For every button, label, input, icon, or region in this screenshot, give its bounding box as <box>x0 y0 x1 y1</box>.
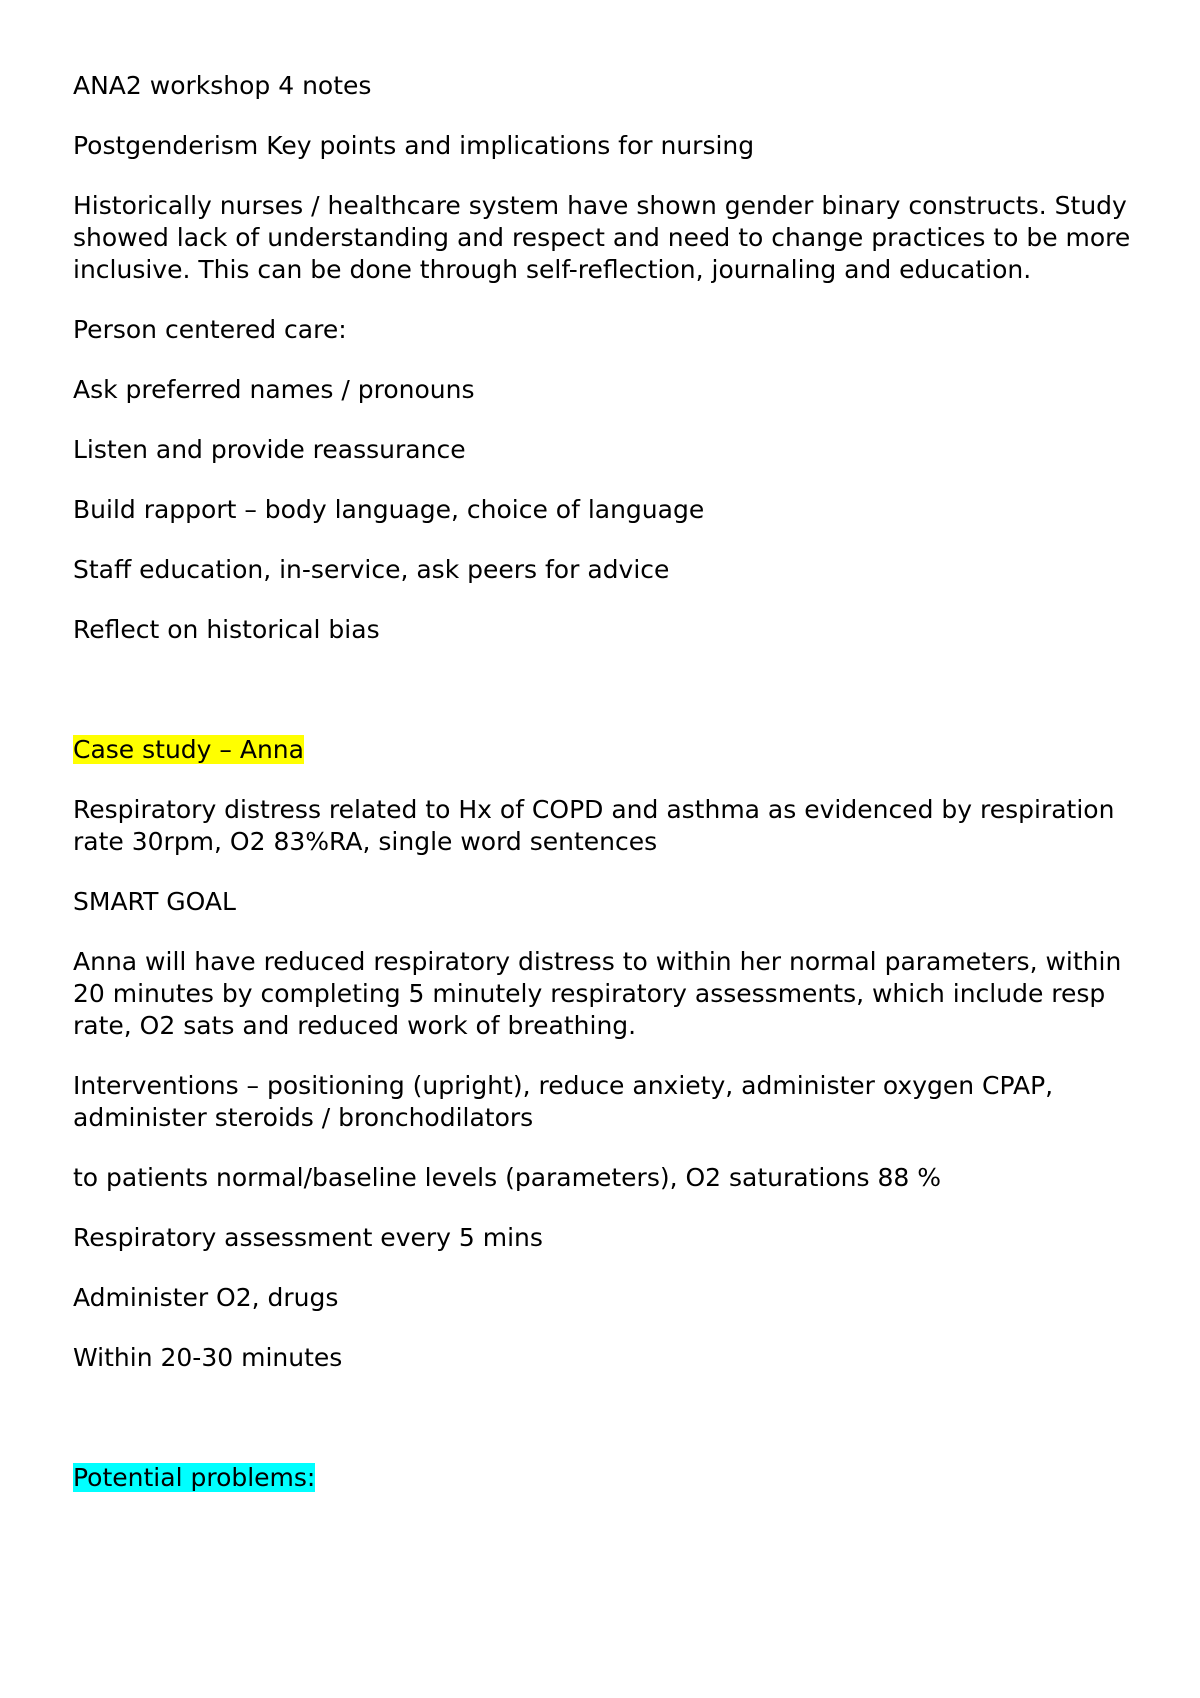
doc-title: ANA2 workshop 4 notes <box>73 71 372 100</box>
paragraph-preferred-names: Ask preferred names / pronouns <box>73 375 475 404</box>
problems-heading-line <box>73 1462 1133 1494</box>
paragraph-listen: Listen and provide reassurance <box>73 435 466 464</box>
paragraph-administer: Administer O2, drugs <box>73 1283 339 1312</box>
document-body <box>73 70 1133 1522</box>
paragraph-baseline-levels: to patients normal/baseline levels (parameters), O2 saturations 88 % <box>73 1163 941 1192</box>
paragraph-assessment: Respiratory assessment every 5 mins <box>73 1223 543 1252</box>
paragraph-reflect-bias: Reflect on historical bias <box>73 615 380 644</box>
section-heading-postgenderism: Postgenderism Key points and implications for nursing <box>73 131 755 160</box>
paragraph-smart-goal: SMART GOAL <box>73 887 236 916</box>
case-study-heading-line <box>73 734 1133 766</box>
paragraph-rapport: Build rapport – body language, choice of language <box>73 495 705 524</box>
paragraph-respiratory-distress: Respiratory distress related to Hx of COPD and asthma as evidenced by respiration rate 30rpm, O2 83%RA, single word sentences <box>73 795 1115 856</box>
paragraph-timeframe: Within 20-30 minutes <box>73 1343 343 1372</box>
potential-problems-heading: Potential problems: <box>73 1463 316 1492</box>
case-study-heading: Case study – Anna <box>73 735 304 764</box>
paragraph-goal-statement: Anna will have reduced respiratory distress to within her normal parameters, within 20 minutes by completing 5 minutely respiratory assessments, which include resp rate, O2 sats and reduced work of breathing. <box>73 947 1122 1040</box>
blank-space <box>73 1402 1133 1462</box>
paragraph-interventions: Interventions – positioning (upright), reduce anxiety, administer oxygen CPAP, administer steroids / bronchodilators <box>73 1071 1054 1132</box>
blank-space <box>73 674 1133 734</box>
paragraph-historically: Historically nurses / healthcare system have shown gender binary constructs. Study showed lack of understanding and respect and need to change practices to be more inclusive. This can be done through self-reflection, journaling and education. <box>73 191 1131 284</box>
paragraph-staff-education: Staff education, in-service, ask peers for advice <box>73 555 670 584</box>
paragraph-person-centered: Person centered care: <box>73 315 347 344</box>
